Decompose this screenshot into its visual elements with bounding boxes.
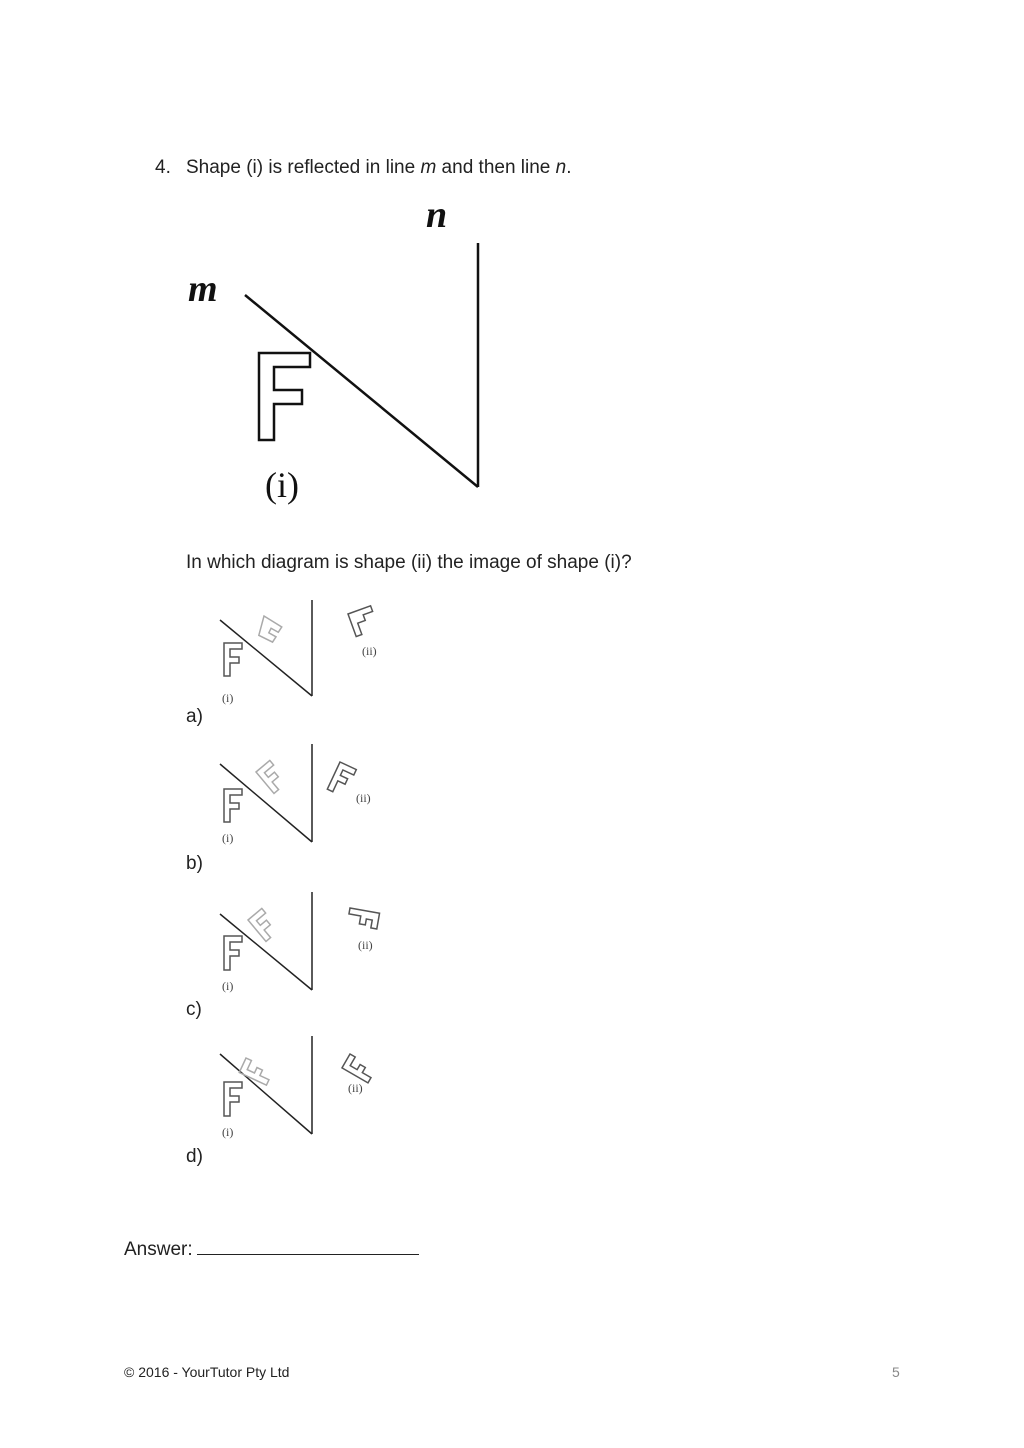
- line-n-label: n: [555, 157, 567, 178]
- question-text: Shape (i) is reflected in line m and then line n.: [186, 157, 572, 178]
- option-d-shape-ii-label: (ii): [348, 1081, 363, 1095]
- option-d-diagram: [212, 1036, 402, 1148]
- option-d-shape-i-label: (i): [222, 1125, 234, 1139]
- shape-i-label: (i): [265, 465, 299, 505]
- option-c-diagram: [212, 890, 402, 1002]
- footer-copyright: © 2016 - YourTutor Pty Ltd: [124, 1364, 290, 1380]
- diagram-label-n: n: [426, 195, 448, 236]
- option-b-diagram: [212, 744, 402, 856]
- main-diagram: [170, 195, 510, 515]
- option-c-label[interactable]: c): [186, 999, 202, 1020]
- line-m-label: m: [420, 157, 437, 178]
- option-d-label[interactable]: d): [186, 1146, 203, 1167]
- page-number: 5: [892, 1364, 900, 1380]
- answer-row: [124, 1236, 419, 1261]
- sub-question: In which diagram is shape (ii) the image of shape (i)?: [186, 552, 632, 573]
- option-c-shape-i-label: (i): [222, 979, 234, 993]
- option-b-label[interactable]: b): [186, 853, 203, 874]
- option-a-label[interactable]: a): [186, 706, 203, 727]
- option-a-diagram: [212, 598, 402, 710]
- f-shape-i: [259, 353, 310, 440]
- option-b-shape-ii-label: (ii): [356, 791, 371, 805]
- option-a-shape-i-label: (i): [222, 691, 234, 705]
- option-c-shape-ii-label: (ii): [358, 938, 373, 952]
- option-a-shape-ii-label: (ii): [362, 644, 377, 658]
- answer-blank[interactable]: [197, 1236, 419, 1255]
- answer-label: Answer:: [124, 1239, 193, 1260]
- option-b-shape-i-label: (i): [222, 831, 234, 845]
- question-number: 4.: [155, 157, 171, 178]
- diagram-label-m: m: [188, 268, 218, 310]
